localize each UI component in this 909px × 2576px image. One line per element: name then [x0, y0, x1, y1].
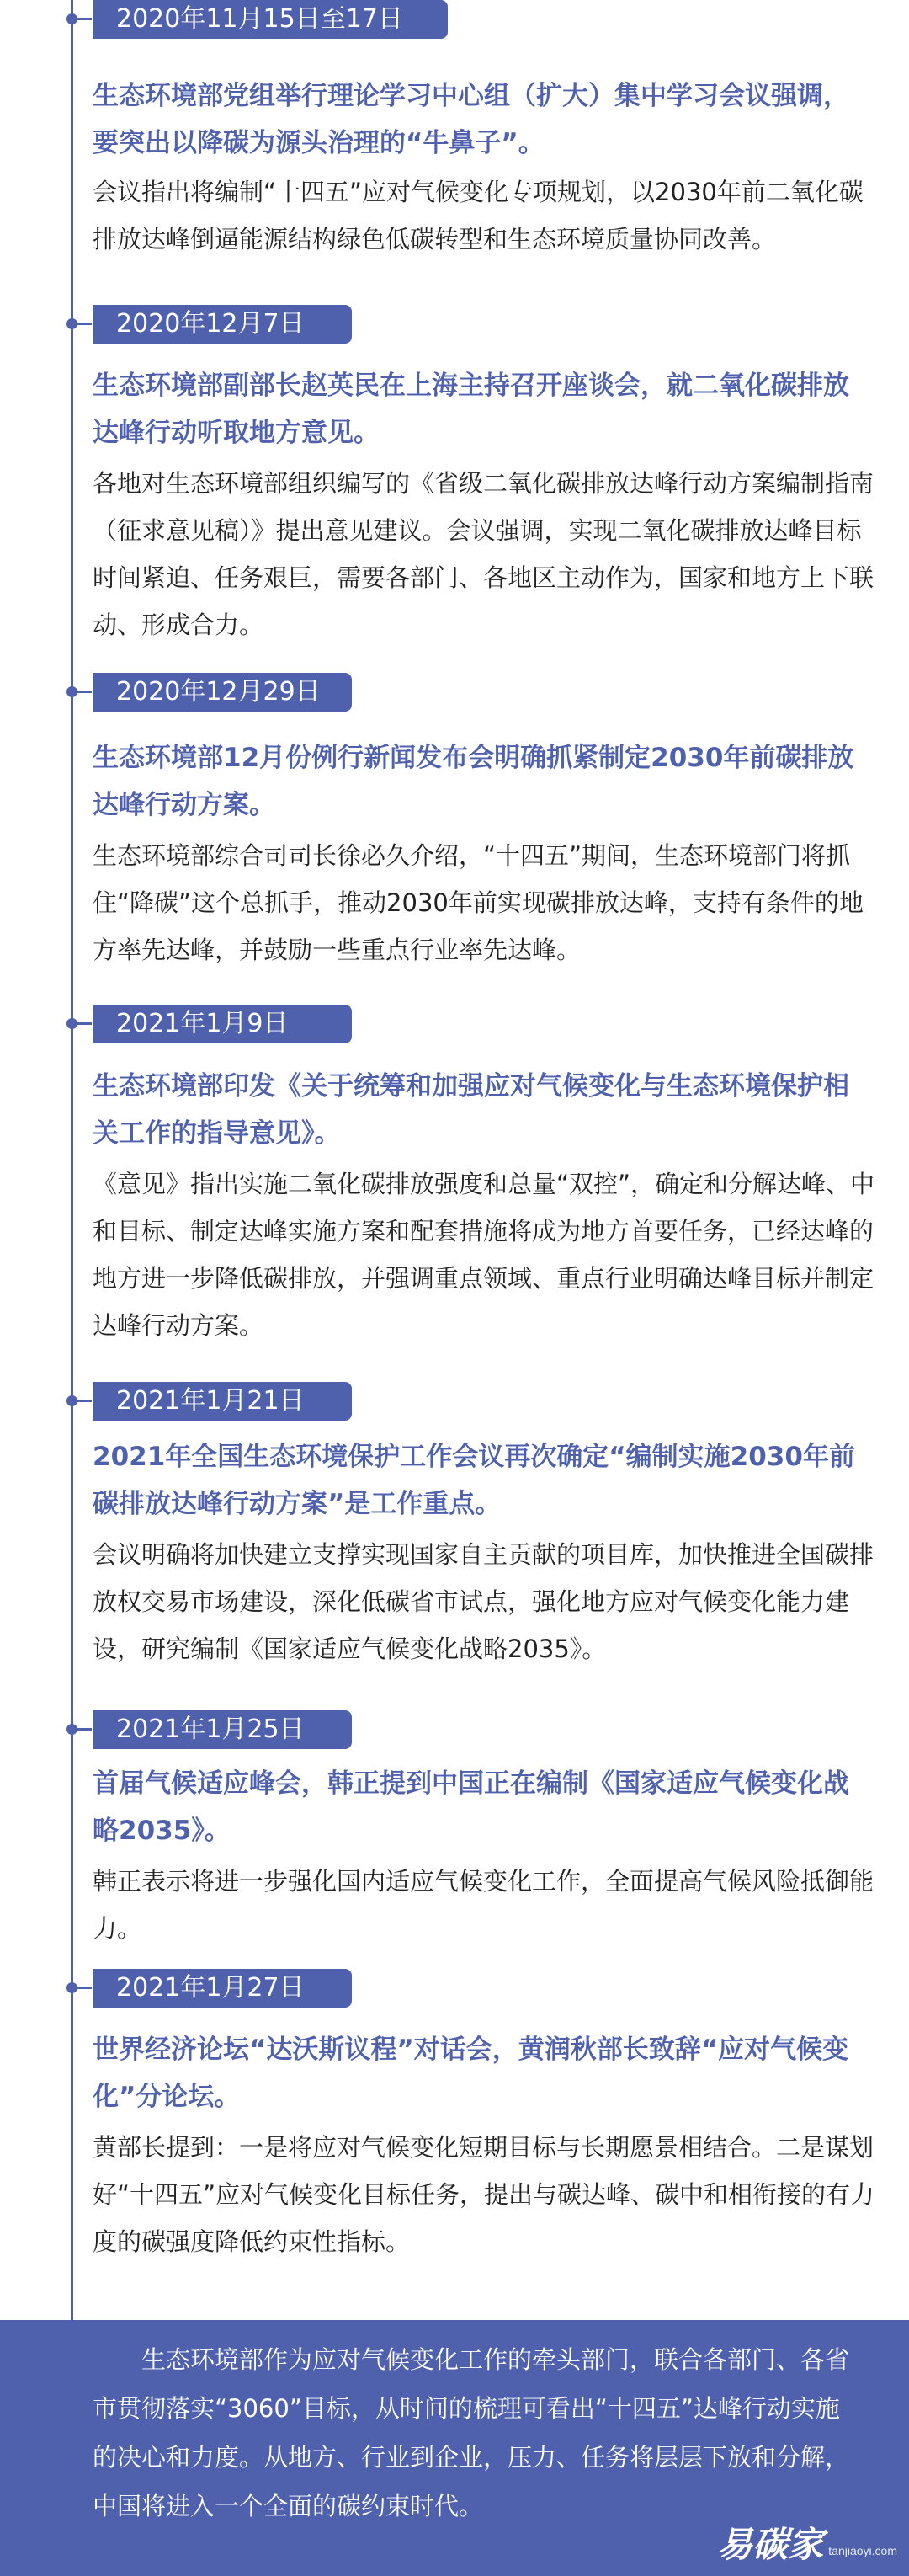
date-badge: 2021年1月27日 — [93, 1969, 352, 2008]
timeline-tick — [73, 1022, 92, 1025]
date-badge: 2021年1月21日 — [93, 1382, 352, 1421]
timeline-tick — [73, 1400, 92, 1402]
entry-title: 生态环境部党组举行理论学习中心组（扩大）集中学习会议强调，要突出以降碳为源头治理的“牛鼻子”。 — [93, 81, 849, 158]
summary-box — [0, 2320, 909, 2576]
timeline-tick — [73, 18, 92, 20]
entry-title: 世界经济论坛“达沃斯议程”对话会，黄润秋部长致辞“应对气候变化”分论坛。 — [93, 2035, 849, 2112]
entry-title: 生态环境部副部长赵英民在上海主持召开座谈会，就二氧化碳排放达峰行动听取地方意见。 — [93, 371, 849, 448]
entry-body: 《意见》指出实施二氧化碳排放强度和总量“双控”，确定和分解达峰、中和目标、制定达峰实施方案和配套措施将成为地方首要任务，已经达峰的地方进一步降低碳排放，并强调重点领域、重点行业明确达峰目标并制定达峰行动方案。 — [93, 1170, 875, 1340]
entry-body: 韩正表示将进一步强化国内适应气候变化工作，全面提高气候风险抵御能力。 — [93, 1867, 874, 1943]
entry-title: 首届气候适应峰会，韩正提到中国正在编制《国家适应气候变化战略2035》。 — [93, 1768, 849, 1846]
watermark-site: tanjiaoyi.com — [828, 2544, 897, 2557]
watermark — [717, 2517, 897, 2568]
timeline-tick — [73, 1728, 92, 1731]
entry-body: 会议指出将编制“十四五”应对气候变化专项规划，以2030年前二氧化碳排放达峰倒逼能源结构绿色低碳转型和生态环境质量协同改善。 — [93, 178, 864, 253]
timeline-tick — [73, 1987, 92, 1989]
entry-body: 会议明确将加快建立支撑实现国家自主贡献的项目库，加快推进全国碳排放权交易市场建设，深化低碳省市试点，强化地方应对气候变化能力建设，研究编制《国家适应气候变化战略2035》。 — [93, 1540, 874, 1663]
entry-body: 各地对生态环境部组织编写的《省级二氧化碳排放达峰行动方案编制指南（征求意见稿）》提出意见建议。会议强调，实现二氧化碳排放达峰目标时间紧迫、任务艰巨，需要各部门、各地区主动作为，国家和地方上下联动、形成合力。 — [93, 469, 874, 639]
date-badge: 2020年12月29日 — [93, 673, 352, 712]
watermark-logo: 易碳家 — [717, 2524, 824, 2565]
date-badge: 2020年11月15日至17日 — [93, 0, 448, 39]
entry-body: 黄部长提到：一是将应对气候变化短期目标与长期愿景相结合。二是谋划好“十四五”应对气候变化目标任务，提出与碳达峰、碳中和相衔接的有力度的碳强度降低约束性指标。 — [93, 2133, 875, 2256]
date-badge: 2021年1月25日 — [93, 1710, 352, 1749]
timeline-line — [71, 0, 73, 2324]
entry-title: 生态环境部12月份例行新闻发布会明确抓紧制定2030年前碳排放达峰行动方案。 — [93, 743, 854, 820]
summary-text: 生态环境部作为应对气候变化工作的牵头部门，联合各部门、各省市贯彻落实“3060”目标，从时间的梳理可看出“十四五”达峰行动实施的决心和力度。从地方、行业到企业，压力、任务将层层下放和分解，中国将进入一个全面的碳约束时代。 — [93, 2345, 850, 2520]
date-badge: 2021年1月9日 — [93, 1005, 352, 1043]
entry-title: 生态环境部印发《关于统筹和加强应对气候变化与生态环境保护相关工作的指导意见》。 — [93, 1071, 849, 1149]
timeline-tick — [73, 323, 92, 325]
entry-title: 2021年全国生态环境保护工作会议再次确定“编制实施2030年前碳排放达峰行动方案”是工作重点。 — [93, 1442, 855, 1519]
entry-body: 生态环境部综合司司长徐必久介绍，“十四五”期间，生态环境部门将抓住“降碳”这个总抓手，推动2030年前实现碳排放达峰，支持有条件的地方率先达峰，并鼓励一些重点行业率先达峰。 — [93, 841, 864, 964]
date-badge: 2020年12月7日 — [93, 305, 352, 344]
timeline-tick — [73, 691, 92, 693]
